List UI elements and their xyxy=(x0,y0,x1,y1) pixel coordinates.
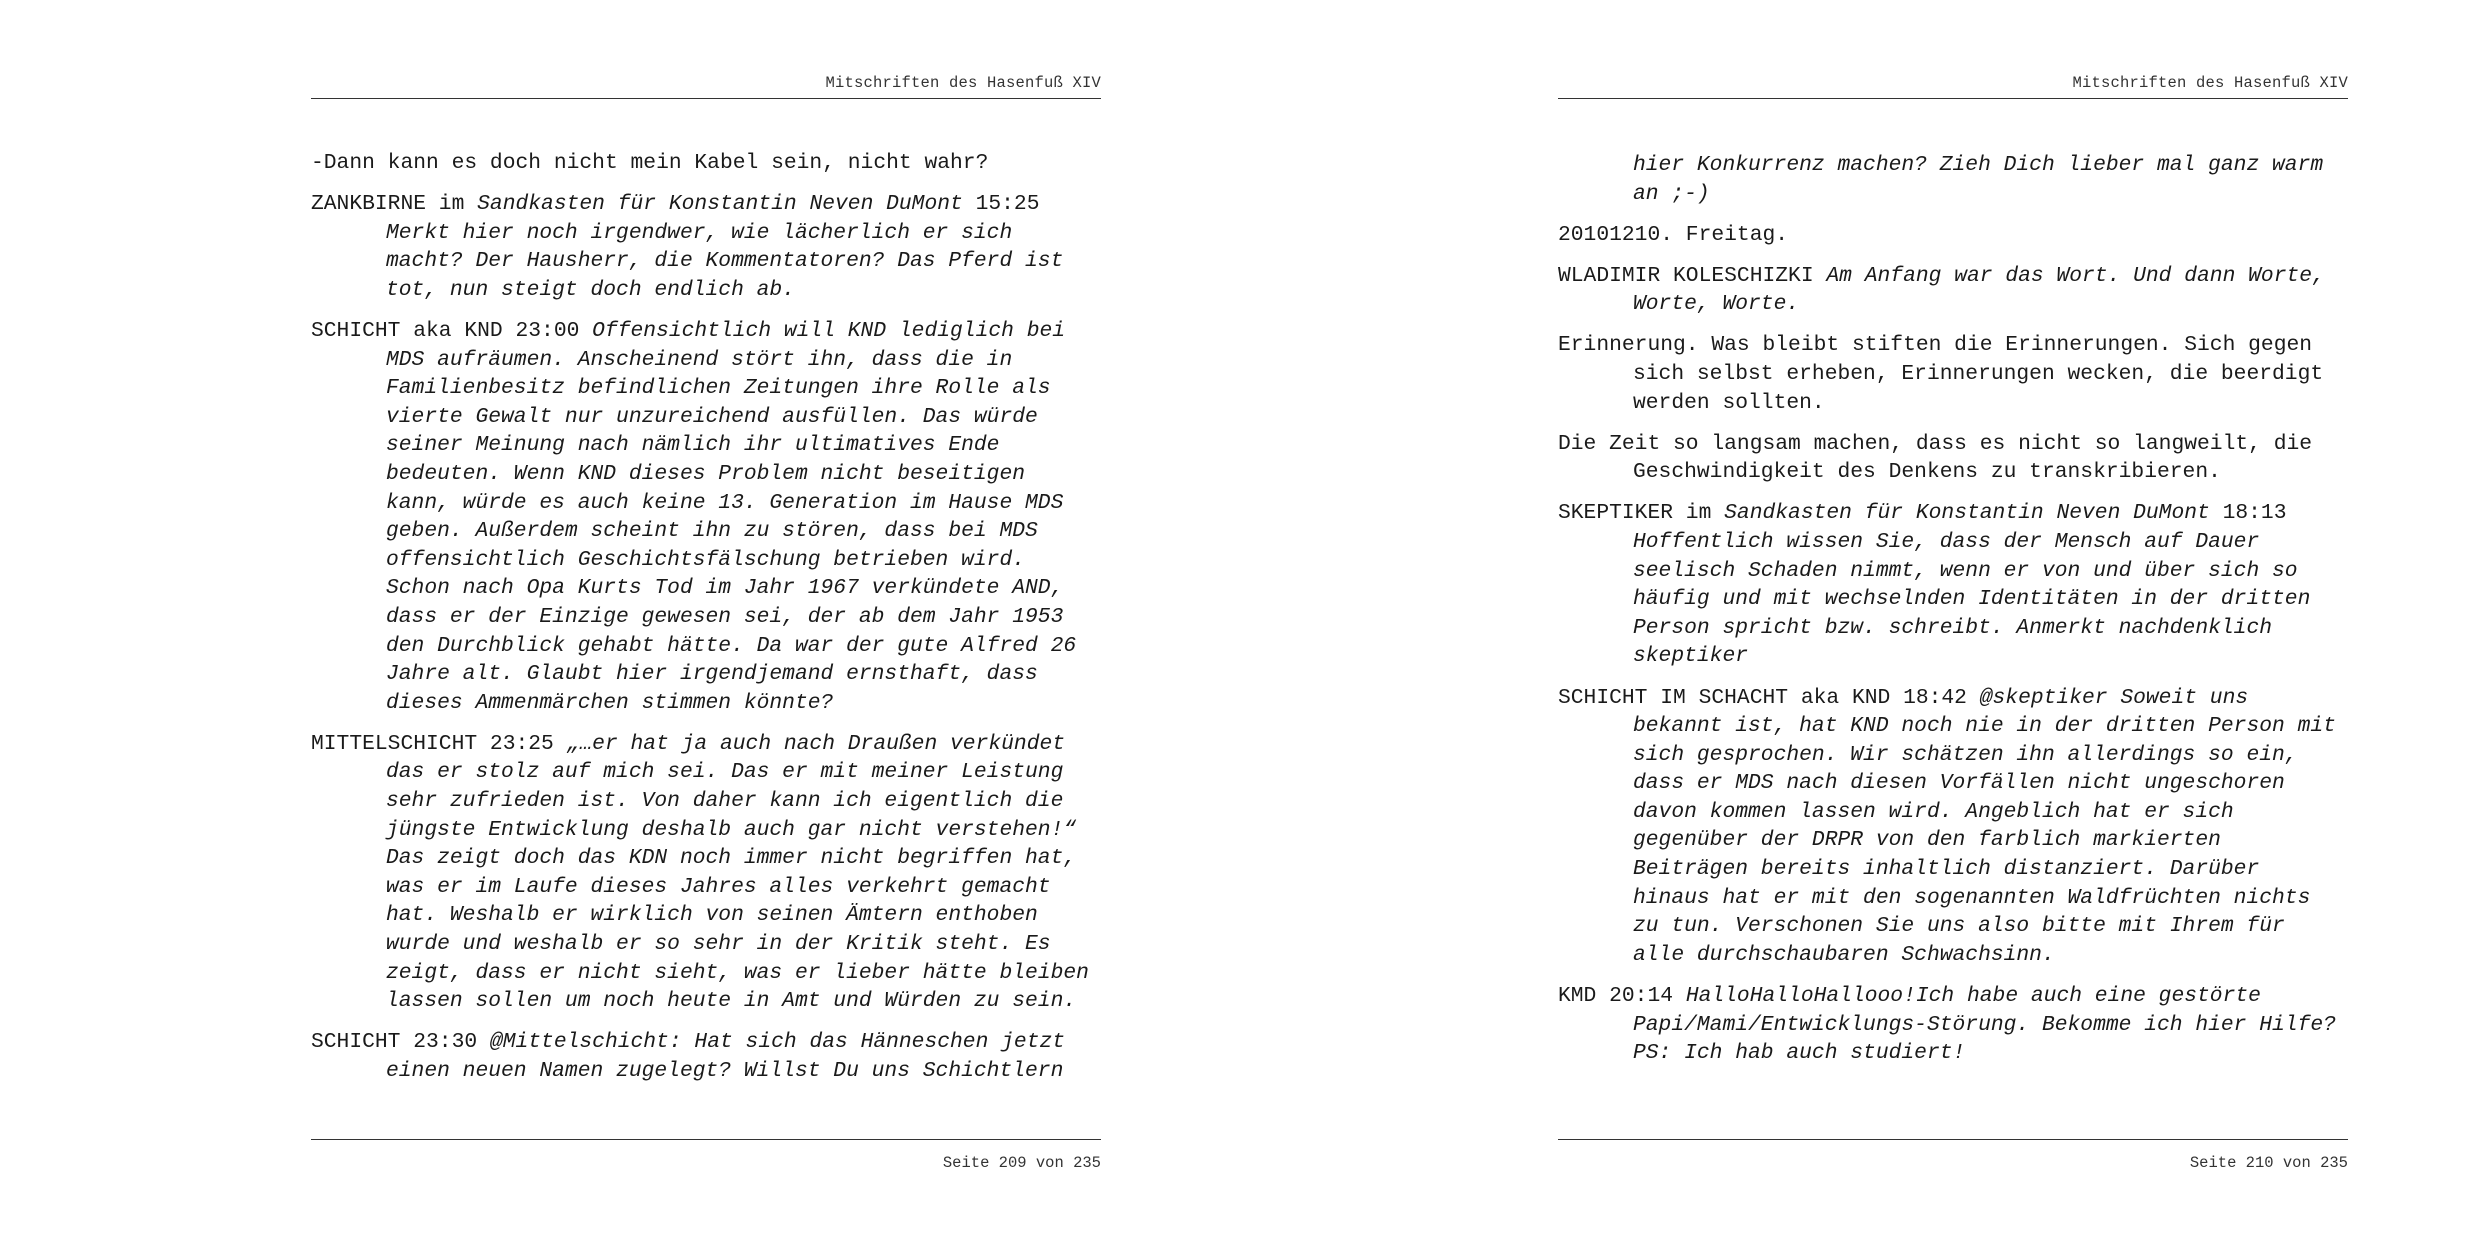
entry-author: SCHICHT 23:30 xyxy=(311,1030,490,1055)
running-header: Mitschriften des Hasenfuß XIV xyxy=(825,74,1101,92)
entry-author: -Dann kann es doch nicht mein Kabel sein, nicht wahr? xyxy=(311,151,989,175)
entry-quote: @skeptiker Soweit uns bekannt ist, hat KND noch nie in der dritten Person mit sich gesprochen. Wir schätzen ihn allerdings so ein, dass er MDS nach diesen Vorfällen nicht ungeschoren davon kommen lassen wird. Angeblich hat er sich gegenüber der DRPR von den farblich markierten Beiträgen bereits inhaltlich distanziert. Darüber hinaus hat er mit den sogenannten Waldfrüchten nichts zu tun. Verschonen Sie uns also bitte mit Ihrem für alle durchschaubaren Schwachsinn. xyxy=(1633,685,2336,967)
left-page xyxy=(311,0,1101,1240)
header-rule xyxy=(1558,98,2348,99)
entry-time: 18:13 xyxy=(2209,501,2287,526)
entry-author: SKEPTIKER im xyxy=(1558,501,1725,526)
entry-quote: Sandkasten für Konstantin Neven DuMont xyxy=(1724,501,2210,526)
entry xyxy=(311,1028,1101,1085)
entry-quote: Hoffentlich wissen Sie, dass der Mensch auf Dauer seelisch Schaden nimmt, wenn er von und über sich so häufig und mit wechselnden Identitäten in der dritten Person spricht bzw. schreibt. Anmerkt nachdenklich skeptiker xyxy=(1633,530,2311,669)
header-rule xyxy=(311,98,1101,99)
entry-quote: Sandkasten für Konstantin Neven DuMont xyxy=(477,192,963,217)
entry-author: MITTELSCHICHT 23:25 xyxy=(311,731,567,756)
entry-author: WLADIMIR KOLESCHIZKI xyxy=(1558,263,1827,288)
entry xyxy=(1558,221,2348,250)
entry-author: ZANKBIRNE im xyxy=(311,192,478,217)
entry xyxy=(311,190,1101,304)
entry-quote: hier Konkurrenz machen? Zieh Dich lieber mal ganz warm an ;-) xyxy=(1633,153,2324,206)
page-number: Seite 210 von 235 xyxy=(2189,1154,2348,1172)
entry-time: 15:25 xyxy=(962,192,1040,217)
entry-author: Erinnerung. Was bleibt stiften die Erinnerungen. Sich gegen sich selbst erheben, Erinnerungen wecken, die beerdigt werden sollten. xyxy=(1558,333,2324,415)
entry xyxy=(1558,262,2348,319)
entry-author: 20101210. Freitag. xyxy=(1558,222,1789,247)
entry-quote: Merkt hier noch irgendwer, wie lächerlich er sich macht? Der Hausherr, die Kommentatoren? Das Pferd ist tot, nun steigt doch endlich ab. xyxy=(386,220,1064,302)
entry xyxy=(1558,331,2348,417)
entry-continuation xyxy=(1558,151,2348,208)
entry-quote: Offensichtlich will KND lediglich bei MDS aufräumen. Anscheinend stört ihn, dass die in Familienbesitz befindlichen Zeitungen ihre Rolle als vierte Gewalt nur unzureichend ausfüllen. Das würde seiner Meinung nach nämlich ihr ultimatives Ende bedeuten. Wenn KND dieses Problem nicht beseitigen kann, würde es auch keine 13. Generation im Hause MDS geben. Außerdem scheint ihn zu stören, dass bei MDS offensichtlich Geschichtsfälschung betrieben wird. Schon nach Opa Kurts Tod im Jahr 1967 verkündete AND, dass er der Einzige gewesen sei, der ab dem Jahr 1953 den Durchblick gehabt hätte. Da war der gute Alfred 26 Jahre alt. Glaubt hier irgendjemand ernsthaft, dass dieses Ammenmärchen stimmen könnte? xyxy=(386,318,1077,715)
entry-author: SCHICHT IM SCHACHT aka KND 18:42 xyxy=(1558,685,1980,710)
entry-author: KMD 20:14 xyxy=(1558,983,1686,1008)
entry xyxy=(1558,684,2348,970)
entry-quote: @Mittelschicht: Hat sich das Hänneschen jetzt einen neuen Namen zugelegt? Willst Du uns Schichtlern xyxy=(386,1030,1066,1083)
entry xyxy=(1558,982,2348,1068)
right-page xyxy=(1558,0,2348,1240)
page-body xyxy=(311,149,1101,1098)
footer-rule xyxy=(311,1139,1101,1140)
entry xyxy=(1558,499,2348,671)
entry-quote: Am Anfang war das Wort. Und dann Worte, Worte, Worte. xyxy=(1633,263,2325,317)
entry-author: Die Zeit so langsam machen, dass es nicht so langweilt, die Geschwindigkeit des Denkens zu transkribieren. xyxy=(1558,431,2313,485)
footer-rule xyxy=(1558,1139,2348,1140)
entry xyxy=(311,317,1101,717)
entry xyxy=(1558,430,2348,487)
entry-author: SCHICHT aka KND 23:00 xyxy=(311,318,593,343)
entry-quote: HalloHalloHallooo!Ich habe auch eine gestörte Papi/Mami/Entwicklungs-Störung. Bekomme ich hier Hilfe?PS: Ich hab auch studiert! xyxy=(1633,983,2336,1066)
running-header: Mitschriften des Hasenfuß XIV xyxy=(2072,74,2348,92)
page-number: Seite 209 von 235 xyxy=(942,1154,1101,1172)
entry xyxy=(311,149,1101,178)
page-body xyxy=(1558,151,2348,1080)
entry xyxy=(311,730,1101,1016)
entry-quote: „…er hat ja auch nach Draußen verkündet das er stolz auf mich sei. Das er mit meiner Leistung sehr zufrieden ist. Von daher kann ich eigentlich die jüngste Entwicklung deshalb auch gar nicht verstehen!“ Das zeigt doch das KDN noch immer nicht begriffen hat, was er im Laufe dieses Jahres alles verkehrt gemacht hat. Weshalb er wirklich von seinen Ämtern enthoben wurde und weshalb er so sehr in der Kritik steht. Es zeigt, dass er nicht sieht, was er lieber hätte bleiben lassen sollen um noch heute in Amt und Würden zu sein. xyxy=(386,731,1089,1014)
